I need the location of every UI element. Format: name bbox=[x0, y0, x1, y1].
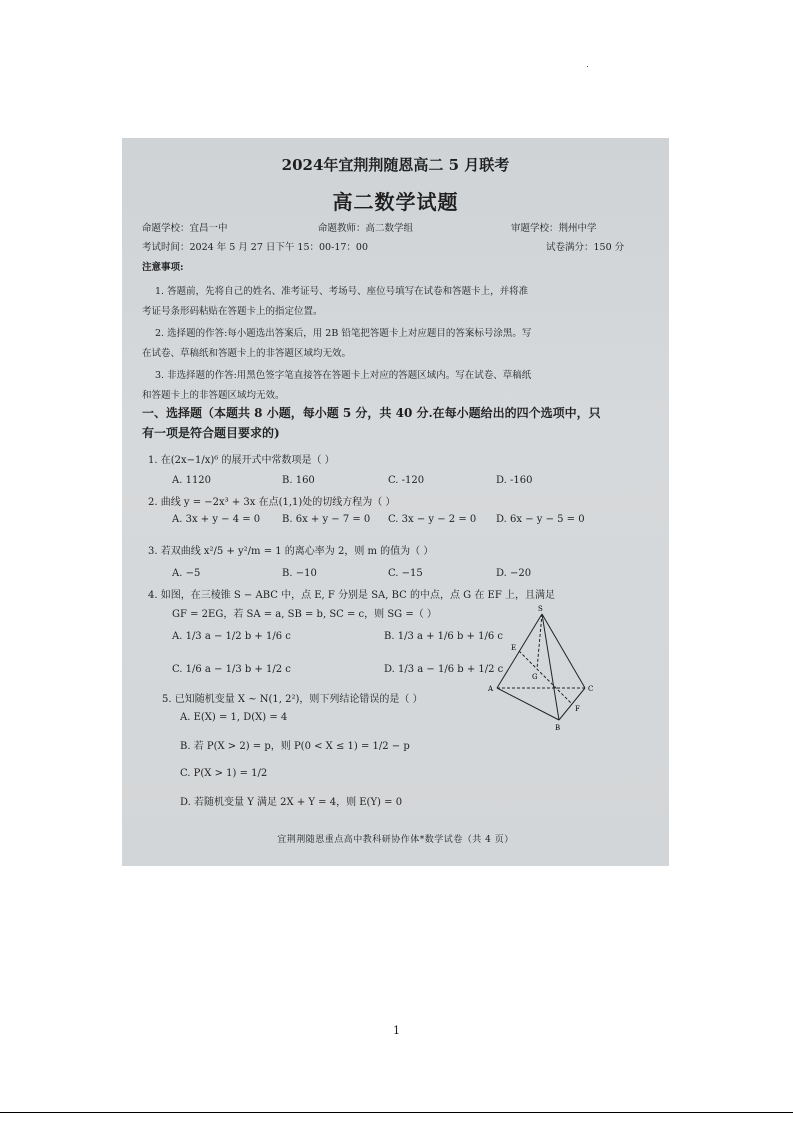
label-e: E bbox=[511, 644, 517, 652]
exam-footer: 宜荆荆随恩重点高中教科研协作体*数学试卷（共 4 页） bbox=[277, 835, 514, 845]
note-1-line-2: 考证号条形码粘贴在答题卡上的指定位置。 bbox=[142, 306, 323, 317]
section-heading-line-2: 有一项是符合题目要求的) bbox=[142, 426, 280, 440]
question-1-option-a: A. 1120 bbox=[172, 475, 212, 486]
question-5-option-a: A. E(X) = 1, D(X) = 4 bbox=[180, 712, 288, 723]
reviewing-school: 审题学校：荆州中学 bbox=[511, 223, 597, 234]
section-heading-line-1: 一、选择题（本题共 8 小题，每小题 5 分，共 40 分.在每小题给出的四个选项中，只 bbox=[142, 406, 601, 420]
note-1-line-1: 1. 答题前，先将自己的姓名、准考证号、考场号、座位号填写在试卷和答题卡上，并将准 bbox=[155, 286, 529, 297]
question-3-stem: 3. 若双曲线 x²/5 + y²/m = 1 的离心率为 2，则 m 的值为（ ） bbox=[148, 546, 434, 557]
question-5-option-b: B. 若 P(X > 2) = p，则 P(0 < X ≤ 1) = 1/2 − p bbox=[180, 741, 410, 752]
question-5-stem: 5. 已知随机变量 X ~ N(1, 2²)，则下列结论错误的是（ ） bbox=[162, 694, 423, 705]
question-1-stem: 1. 在(2x−1/x)⁶ 的展开式中常数项是（ ） bbox=[148, 455, 335, 466]
question-5-option-c: C. P(X > 1) = 1/2 bbox=[180, 768, 268, 779]
note-3-line-1: 3. 非选择题的作答:用黑色签字笔直接答在答题卡上对应的答题区域内。写在试卷、草稿纸 bbox=[155, 370, 532, 381]
proposing-school: 命题学校：宜昌一中 bbox=[142, 223, 228, 234]
question-4-stem: 4. 如图，在三棱锥 S − ABC 中，点 E, F 分别是 SA, BC 的中点，点 G 在 EF 上，且满足 bbox=[148, 590, 555, 601]
edge-bc bbox=[559, 688, 585, 720]
question-2-option-d: D. 6x − y − 5 = 0 bbox=[496, 514, 585, 525]
edge-sc bbox=[542, 614, 585, 688]
bottom-rule bbox=[0, 1112, 793, 1113]
proposing-teacher: 命题教师：高二数学组 bbox=[318, 223, 414, 234]
exam-subject-title: 高二数学试题 bbox=[332, 190, 459, 214]
question-4-option-c: C. 1/6 a − 1/3 b + 1/2 c bbox=[172, 664, 291, 675]
question-4-option-d: D. 1/3 a − 1/6 b + 1/2 c bbox=[384, 664, 504, 675]
label-c: C bbox=[588, 685, 594, 693]
question-3-option-d: D. −20 bbox=[496, 568, 532, 579]
question-4-option-a: A. 1/3 a − 1/2 b + 1/6 c bbox=[172, 631, 291, 642]
question-4-stem-continued: GF = 2EG，若 SA = a, SB = b, SC = c，则 SG =（ ） bbox=[172, 609, 437, 620]
edge-sb bbox=[542, 614, 559, 720]
label-s: S bbox=[538, 605, 543, 613]
segment-sg bbox=[537, 614, 542, 669]
exam-title: 2024年宜荆荆随恩高二 5 月联考 bbox=[281, 156, 510, 174]
label-b: B bbox=[555, 724, 561, 732]
question-3-option-a: A. −5 bbox=[172, 568, 201, 579]
note-3-line-2: 和答题卡上的非答题区域均无效。 bbox=[142, 390, 285, 401]
edge-ab bbox=[497, 688, 559, 720]
question-4-option-b: B. 1/3 a + 1/6 b + 1/6 c bbox=[384, 631, 503, 642]
label-a: A bbox=[488, 685, 494, 693]
full-score: 试卷满分：150 分 bbox=[546, 242, 625, 253]
question-3-option-b: B. −10 bbox=[282, 568, 317, 579]
question-1-option-c: C. -120 bbox=[388, 475, 425, 486]
note-2-line-2: 在试卷、草稿纸和答题卡上的非答题区域均无效。 bbox=[142, 348, 352, 359]
question-2-stem: 2. 曲线 y = −2x³ + 3x 在点(1,1)处的切线方程为（ ） bbox=[148, 497, 396, 508]
exam-time: 考试时间：2024 年 5 月 27 日下午 15：00-17：00 bbox=[142, 242, 368, 253]
note-2-line-1: 2. 选择题的作答:每小题选出答案后，用 2B 铅笔把答题卡上对应题目的答案标号涂黑。写 bbox=[155, 328, 532, 339]
question-2-option-b: B. 6x + y − 7 = 0 bbox=[282, 514, 371, 525]
segment-ef bbox=[519, 651, 572, 704]
scan-dot bbox=[587, 66, 588, 67]
tetrahedron-figure bbox=[487, 600, 602, 735]
question-2-option-a: A. 3x + y − 4 = 0 bbox=[172, 514, 261, 525]
question-3-option-c: C. −15 bbox=[388, 568, 423, 579]
exam-photo bbox=[122, 138, 669, 866]
question-5-option-d: D. 若随机变量 Y 满足 2X + Y = 4，则 E(Y) = 0 bbox=[180, 797, 403, 808]
question-1-option-d: D. -160 bbox=[496, 475, 533, 486]
label-g: G bbox=[532, 673, 538, 681]
label-f: F bbox=[575, 705, 580, 713]
notes-heading: 注意事项: bbox=[142, 262, 184, 273]
question-2-option-c: C. 3x − y − 2 = 0 bbox=[388, 514, 477, 525]
question-1-option-b: B. 160 bbox=[282, 475, 315, 486]
page-number: 1 bbox=[393, 1024, 400, 1037]
